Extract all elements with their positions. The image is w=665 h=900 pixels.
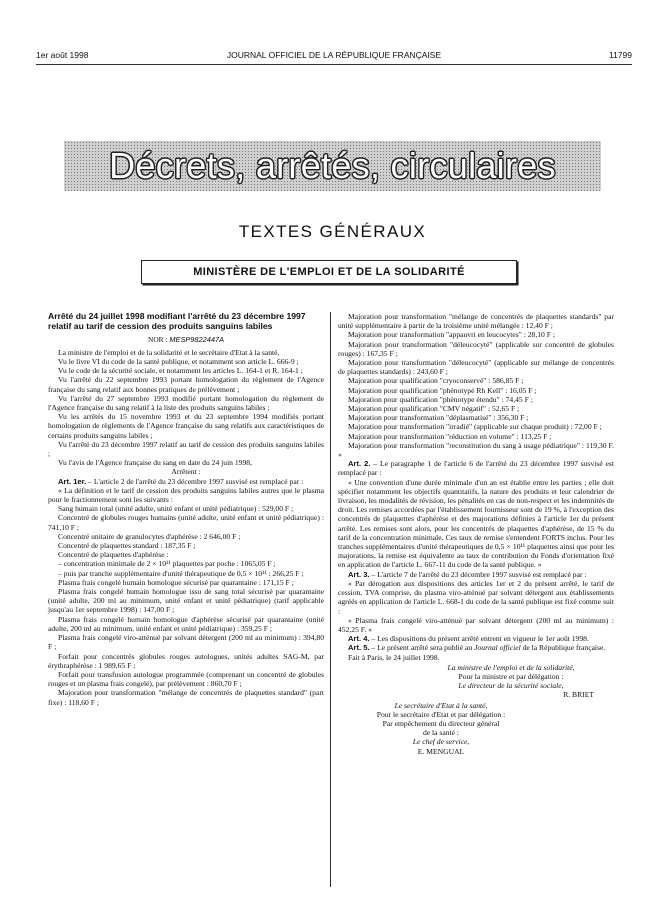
paragraph: Concentré unitaire de granulocytes d'aphérèse : 2 646,00 F ; [58, 531, 241, 541]
paragraph: Majoration pour transformation "irradié" (applicable sur chaque produit) : 72,00 F ; [348, 422, 602, 432]
right-column [338, 312, 614, 756]
left-column [48, 312, 324, 707]
signatory-impediment-cont: de la santé : [422, 728, 460, 738]
article-2-label: Art. 2. [348, 459, 371, 469]
header-rule [36, 64, 632, 65]
article-1-text: – L'article 2 de l'arrêté du 23 décembre 1997 susvisé est remplacé par : [86, 476, 304, 486]
paragraph: Majoration pour transformation "reconstitution du sang à usage pédiatrique" : 119,30 F. » [338, 440, 614, 460]
signatory-delegation: Pour le secrétaire d'Etat et par délégation : [376, 709, 506, 719]
article-4-text: – Les dispositions du présent arrêté entrent en vigueur le 1er août 1998. [369, 634, 589, 644]
considerations [48, 348, 324, 468]
paragraph: Majoration pour qualification "CMV négatif" : 52,65 F ; [348, 404, 520, 414]
tariff-list [48, 486, 324, 707]
paragraph: Concentré de plaquettes standard : 187,35 F ; [58, 541, 196, 551]
paragraph: Vu le code de la sécurité sociale, et notamment les articles L. 164-1 et R. 164-1 ; [58, 366, 303, 376]
paragraph: Majoration pour transformation "appauvri en leucocytes" : 28,10 F ; [348, 330, 555, 340]
paragraph: Vu le livre VI du code de la santé publique, et notamment son article L. 666-9 ; [58, 357, 299, 366]
article-2-quote: « Une convention d'une durée minimale d'un an est établie entre les parties ; elle doit spécifier notamment les objectifs quantitatifs, la nature des produits et leur calendrier de livraison, les modalités de révision, les pénalités en cas de non-respect et les indemnités de droit. Les remises accordées par l'établissement fournisseur sont de 19 %, à l'exception des concentrés de plaquettes d'aphérèse et des majorations définies à l'article 1er du présent arrêté. Les remises sont alors, pour les concentrés de plaquettes d'aphérèse, de 15 % du tarif de la concentration minimale. Ces taux de remise s'entendent FORTS inclus. Pour les tranches supplémentaires d'unité thérapeutiques de 0,5 × 10¹¹ plaquettes ainsi que pour les majorations, la remise est équivalente au taux de contribution du Fonds d'orientation fixé en application de l'article L. 667-11 du code de la santé publique. » [338, 477, 614, 570]
paragraph: Concentré de globules rouges humains (unité adulte, unité enfant et unité pédiatrique) : 741,10 F ; [48, 513, 324, 532]
paragraph: Forfait pour transfusion autologue programmée (comprenant un concentré de globules rouges et un plasma frais congelé), par prélèvement : 860,70 F ; [48, 669, 324, 689]
ministry-box [141, 260, 517, 284]
paragraph: Vu l'arrêté du 23 décembre 1997 relatif au tarif de cession des produits sanguins labiles ; [48, 439, 324, 459]
paragraph: Concentré de plaquettes d'aphérèse : [58, 550, 169, 560]
article-5-text-pre: – Le présent arrêté sera publié au [369, 643, 475, 653]
ministry-title: MINISTÈRE DE L'EMPLOI ET DE LA SOLIDARITÉ [193, 266, 465, 278]
article-3-quote-tariff: « Plasma frais congelé viro-atténué par solvant détergent (200 ml au minimum) : 452,25 F. » [338, 615, 614, 634]
article-1 [48, 477, 324, 486]
signatory-title: La ministre de l'emploi et de la solidarité, [447, 662, 575, 672]
paragraph: Majoration pour transformation "déplasmatisé" : 356,30 F ; [348, 413, 529, 423]
nor-code: MESP9822447A [169, 334, 225, 344]
article-3 [338, 570, 614, 579]
paragraph: « La définition et le tarif de cession des produits sanguins labiles autres que le plasma pour le fractionnement sont les suivants : [48, 485, 324, 505]
article-2-text: – Le paragraphe 1 de l'article 6 de l'arrêté du 23 décembre 1997 susvisé est remplacé par : [338, 459, 614, 478]
nor-label: NOR : [147, 334, 168, 344]
banner-title: Décrets, arrêtés, circulaires [109, 145, 556, 186]
paragraph: Majoration pour qualification "cryoconservé" : 586,85 F ; [348, 376, 524, 386]
paragraph: La ministre de l'emploi et de la solidarité et le secrétaire d'Etat à la santé, [58, 347, 280, 357]
paragraph: Majoration pour transformation "mélange de concentrés de plaquettes standard" (part fixe) : 118,60 F ; [48, 688, 324, 707]
paragraph: – puis par tranche supplémentaire d'unité thérapeutique de 0,5 × 10¹¹ : 266,25 F ; [58, 568, 304, 578]
signature-block-2 [338, 701, 614, 756]
article-2 [338, 459, 614, 477]
article-5 [338, 643, 614, 652]
section-title: TEXTES GÉNÉRAUX [238, 222, 427, 241]
header-journal: JOURNAL OFFICIEL DE LA RÉPUBLIQUE FRANÇAISE [226, 50, 442, 60]
paragraph: Majoration pour transformation "réduction en volume" : 113,25 F ; [348, 431, 552, 441]
signatory-impediment: Par empêchement du directeur général [382, 718, 500, 728]
signatory-delegation: Pour la ministre et par délégation : [458, 671, 564, 681]
paragraph: Majoration pour transformation "déleucocyté" (applicable sur concentré de globules rouges) : 167,35 F ; [338, 339, 614, 358]
article-4-label: Art. 4. [348, 634, 370, 644]
paragraph: Vu les arrêtés du 15 novembre 1993 et du 23 septembre 1994 modifiés portant homologation de règlements de l'Agence française du sang relatifs aux caractéristiques de certains produits sanguins labiles ; [48, 412, 324, 440]
paragraph: Plasma frais congelé viro-atténué par solvant détergent (200 ml au minimum) : 394,80 F ; [48, 633, 324, 652]
paragraph: Vu l'arrêté du 22 septembre 1993 portant homologation du règlement de l'Agence française du sang relatif aux bonnes pratiques de prélèvement ; [48, 375, 324, 394]
arretent: Arrêtent : [171, 467, 201, 477]
article-3-text: – L'article 7 de l'arrêté du 23 décembre 1997 susvisé est remplacé par : [369, 569, 587, 579]
article-3-quote: « Par dérogation aux dispositions des articles 1er et 2 du présent arrêté, le tarif de cession, TVA comprise, du plasma viro-atténué par solvant détergent aux établissements agréés en application de l'article L. 668-1 du code de la santé publique est fixé comme suit : [338, 578, 614, 616]
article-4 [338, 634, 614, 643]
journal-name: Journal officiel [474, 643, 521, 653]
signature-block-1 [338, 663, 614, 700]
paragraph: Majoration pour qualification "phénotype étendu" : 74,45 F ; [348, 394, 533, 404]
paragraph: Sang humain total (unité adulte, unité enfant et unité pédiatrique) : 529,00 F ; [58, 504, 294, 514]
article-5-label: Art. 5. [348, 643, 370, 653]
majorations-list [338, 312, 614, 459]
paragraph: Vu l'arrêté du 27 septembre 1993 modifié portant homologation du règlement de l'Agence française du sang relatif à la liste des produits sanguins labiles ; [48, 393, 324, 413]
paragraph: Majoration pour transformation "mélange de concentrés de plaquettes standards" par unité supplémentaire à partir de la troisième unité mélangée : 12,40 F ; [338, 312, 614, 331]
paragraph: Plasma frais congelé humain homologue d'aphérèse sécurisé par quarantaine (unité adulte, 200 ml au minimum, unité enfant et unité pédiatrique) : 359,25 F ; [48, 614, 324, 633]
running-header [36, 50, 632, 62]
paragraph: Forfait pour concentrés globules rouges autologues, unités adultes SAG-M, par érythraphérèse : 1 989,65 F ; [48, 651, 324, 670]
paragraph: Plasma frais congelé humain homologue sécurisé par quarantaine : 171,15 F ; [58, 577, 294, 587]
decree-title: Arrêté du 24 juillet 1998 modifiant l'arrêté du 23 décembre 1997 relatif au tarif de cession des produits sanguins labiles [48, 311, 306, 331]
done-at: Fait à Paris, le 24 juillet 1998. [348, 652, 440, 662]
paragraph: – concentration minimale de 2 × 10¹¹ plaquettes par poche : 1065,05 F ; [58, 559, 276, 569]
section-banner [64, 141, 601, 191]
signatory-title: Le secrétaire d'Etat à la santé, [394, 700, 488, 710]
header-date: 1er août 1998 [36, 50, 89, 60]
paragraph: Vu l'avis de l'Agence française du sang en date du 24 juin 1998, [58, 458, 252, 468]
column-divider [330, 312, 331, 887]
article-1-label: Art. 1er. [58, 476, 87, 486]
paragraph: Plasma frais congelé humain homologue issu de sang total sécurisé par quarantaine (unité adulte, 200 ml au minimum, unité enfant et unité pédiatrique) (tarif applicable jusqu'au 1er septembre 1998) : 147,00 F ; [48, 587, 324, 615]
paragraph: Majoration pour qualification "phénotypé Rh Kell" : 16,05 F ; [348, 385, 537, 395]
signatory-name: E. MENGUAL [417, 746, 465, 756]
signatory-role: Le directeur de la sécurité sociale, [458, 681, 564, 691]
paragraph: Majoration pour transformation "déleucocyté" (applicable sur mélange de concentrés de plaquettes standards) : 243,60 F ; [338, 358, 614, 377]
article-3-label: Art. 3. [348, 569, 370, 579]
header-page-number: 11799 [608, 50, 632, 60]
signatory-name: R. BRIET [563, 690, 594, 700]
signatory-role: Le chef de service, [412, 737, 470, 747]
nor-reference [48, 335, 324, 344]
article-5-text-post: de la République française. [520, 643, 606, 653]
